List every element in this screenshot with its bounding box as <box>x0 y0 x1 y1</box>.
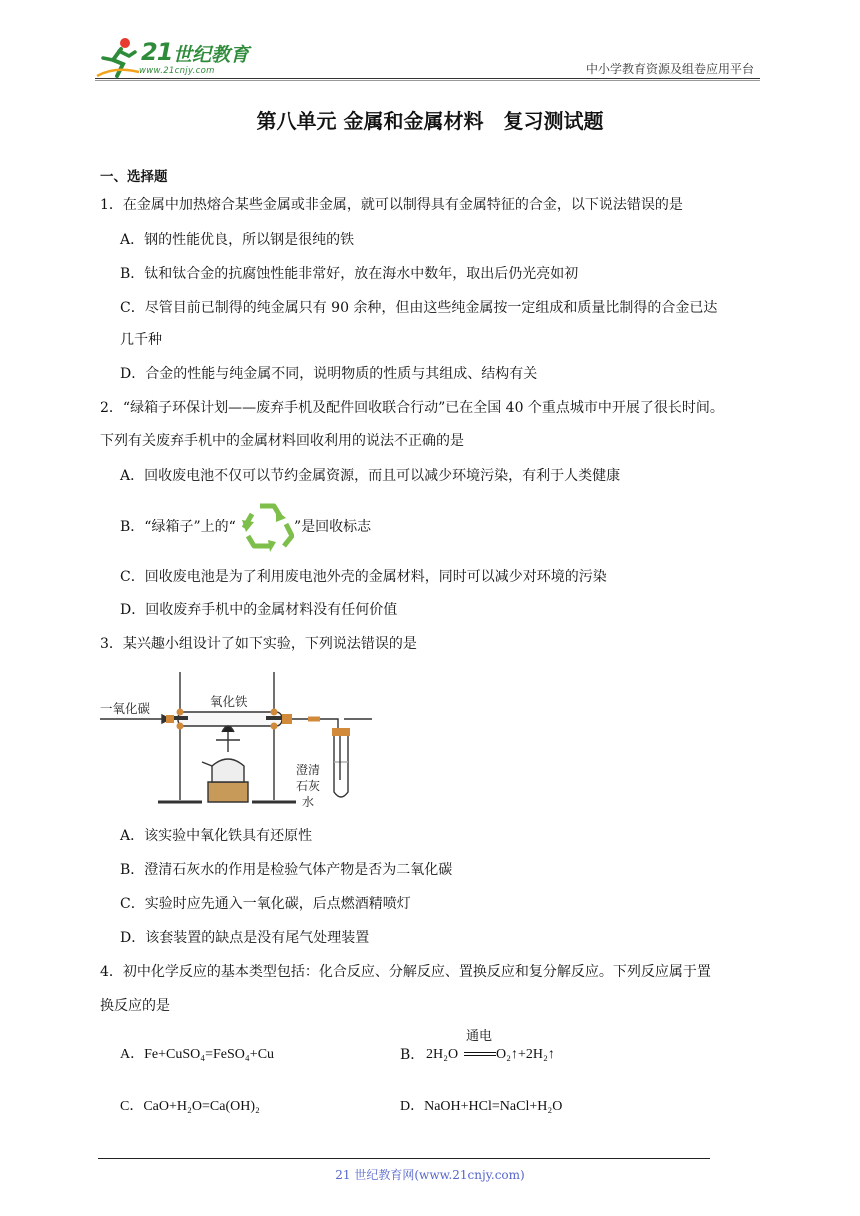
label-fe2o3: 氧化铁 <box>210 694 248 709</box>
page-title: 第八单元 金属和金属材料 复习测试题 <box>256 109 604 133</box>
recycle-icon <box>240 500 294 552</box>
apparatus-diagram <box>98 662 388 812</box>
q2-stem-cont: 下列有关废弃手机中的金属材料回收利用的说法不正确的是 <box>100 433 464 449</box>
equals-line-bottom <box>464 1055 496 1056</box>
q1-option-a: A．钢的性能优良，所以钢是很纯的铁 <box>120 232 355 248</box>
header-divider <box>95 78 760 79</box>
label-limewater-3: 水 <box>302 795 315 809</box>
q4-stem-cont: 换反应的是 <box>100 998 170 1014</box>
experiment-apparatus-figure <box>98 662 388 812</box>
q4-option-b-rhs: O₂↑+2H₂↑ <box>496 1047 555 1062</box>
q1-option-d: D．合金的性能与纯金属不同，说明物质的性质与其组成、结构有关 <box>120 366 538 382</box>
q4-option-c: C．CaO+H₂O=Ca(OH)₂ <box>120 1099 260 1114</box>
q3-stem: 3．某兴趣小组设计了如下实验，下列说法错误的是 <box>100 636 417 652</box>
site-logo <box>95 36 265 80</box>
q4-option-d: D．NaOH+HCl=NaCl+H₂O <box>400 1099 563 1114</box>
runner-logo-icon <box>95 36 139 78</box>
page-header <box>95 28 760 80</box>
q3-option-a: A．该实验中氧化铁具有还原性 <box>120 828 313 844</box>
q4-stem: 4．初中化学反应的基本类型包括：化合反应、分解反应、置换反应和复分解反应。下列反应属于置 <box>100 964 711 980</box>
footer-divider <box>98 1158 710 1159</box>
label-limewater-2: 石灰 <box>296 779 321 793</box>
q2-option-d: D．回收废弃手机中的金属材料没有任何价值 <box>120 602 398 618</box>
q1-option-c-cont: 几千种 <box>120 332 162 348</box>
q4-option-b-lhs: 2H₂O <box>426 1047 459 1062</box>
q2-stem: 2．“绿箱子环保计划——废弃手机及配件回收联合行动”已在全国 40 个重点城市中开展了很长时间。 <box>100 400 724 416</box>
label-co: 一氧化碳 <box>100 701 151 716</box>
q2-option-b-post: ”是回收标志 <box>294 519 372 535</box>
q1-option-b: B．钛和钛合金的抗腐蚀性能非常好，放在海水中数年，取出后仍光亮如初 <box>120 266 579 282</box>
logo-text: 世纪教育 <box>173 44 250 66</box>
footer-link[interactable]: 21 世纪教育网(www.21cnjy.com) <box>335 1168 525 1182</box>
header-divider-thin <box>95 80 760 81</box>
equals-line-top <box>464 1052 496 1053</box>
platform-label: 中小学教育资源及组卷应用平台 <box>585 62 754 76</box>
label-limewater-1: 澄清 <box>296 763 321 777</box>
q2-option-b-pre: B．“绿箱子”上的“ <box>120 519 236 535</box>
logo-number: 21 <box>141 38 173 66</box>
q3-option-b: B．澄清石灰水的作用是检验气体产物是否为二氧化碳 <box>120 862 453 878</box>
q2-option-a: A．回收废电池不仅可以节约金属资源，而且可以减少环境污染，有利于人类健康 <box>120 468 621 484</box>
q3-option-d: D．该套装置的缺点是没有尾气处理装置 <box>120 930 370 946</box>
q4-option-b-condition: 通电 <box>466 1029 493 1044</box>
q2-option-c: C．回收废电池是为了利用废电池外壳的金属材料，同时可以减少对环境的污染 <box>120 569 607 585</box>
q4-option-a: A．Fe+CuSO₄=FeSO₄+Cu <box>120 1047 275 1062</box>
q1-option-c: C．尽管目前已制得的纯金属只有 90 余种，但由这些纯金属按一定组成和质量比制得的合金已达 <box>120 300 718 316</box>
q3-option-c: C．实验时应先通入一氧化碳，后点燃酒精喷灯 <box>120 896 411 912</box>
q4-option-b-label: B． <box>400 1047 425 1063</box>
q4-option-b <box>400 1030 600 1070</box>
q1-stem: 1．在金属中加热熔合某些金属或非金属，就可以制得具有金属特征的合金，以下说法错误的是 <box>100 197 683 213</box>
logo-url: www.21cnjy.com <box>139 66 215 76</box>
section-heading: 一、选择题 <box>100 169 168 185</box>
